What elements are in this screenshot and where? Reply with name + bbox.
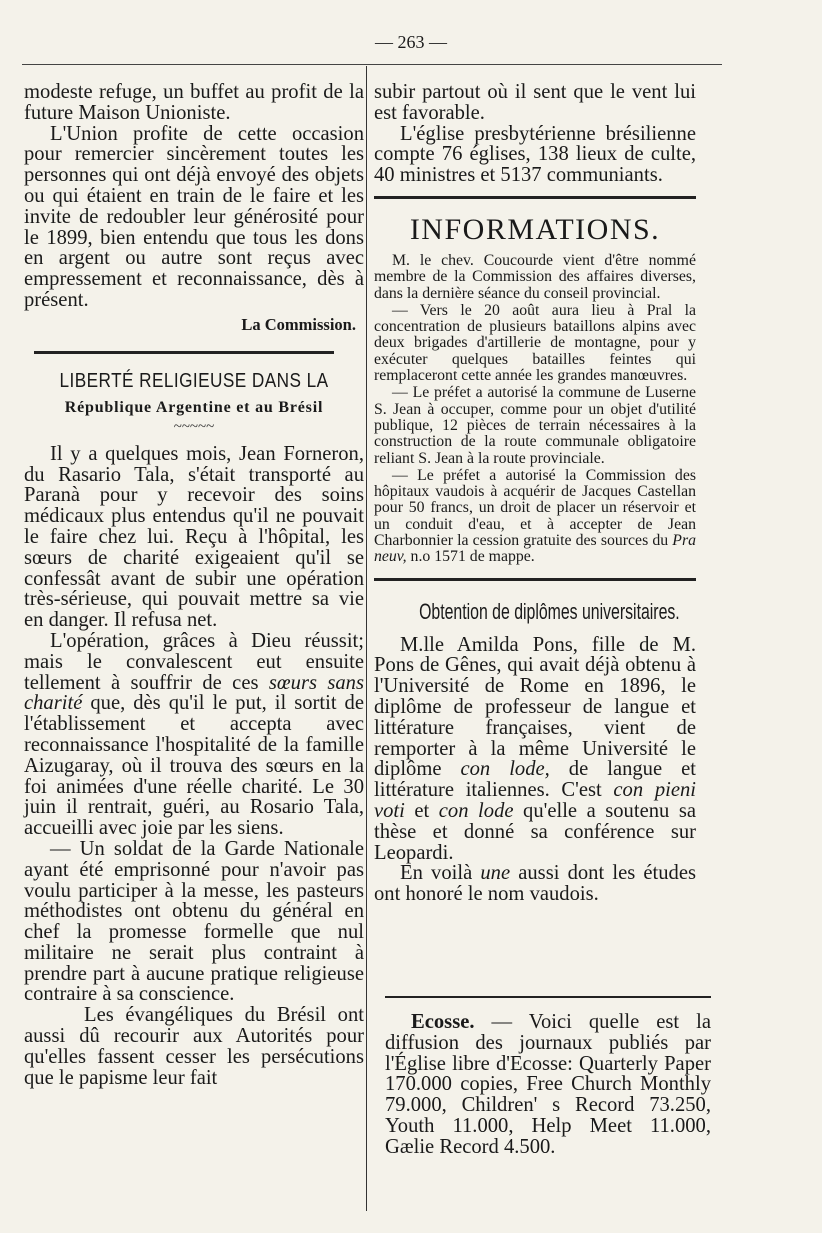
- italic-phrase: une: [480, 862, 511, 885]
- left-column: [24, 82, 364, 1088]
- informations-list: [374, 253, 696, 566]
- ecosse-label: Ecosse.: [411, 1011, 475, 1033]
- paragraph-en-voila: [374, 863, 696, 905]
- informations-title: INFORMATIONS.: [409, 212, 661, 246]
- italic-phrase: con pieni voti: [374, 779, 696, 822]
- text-run: et: [404, 800, 439, 822]
- text-run: que, dès qu'il le put, il sortit de l'établissement et accepta avec reconnaissance l'hospitalité de la famille Aizugaray, où il trouva des sœurs en la foi animées d'une réelle charité. Le 30 juin il rentrait, guéri, au Rosario Tala, accueilli avec joie par les siens.: [24, 692, 364, 840]
- text-run: L'opération, grâces à Dieu réussit; mais le convalescent eut ensuite tellement à souffrir de ces: [24, 629, 364, 694]
- signature: La Commission.: [241, 314, 356, 334]
- italic-phrase: sœurs sans charité: [24, 671, 364, 715]
- ornament: ~~~~~: [173, 418, 215, 435]
- text-run: En voilà: [400, 862, 481, 885]
- italic-phrase: con lode: [438, 800, 514, 822]
- ecosse-block: [385, 1012, 711, 1158]
- page-number: — 263 —: [375, 32, 447, 52]
- paragraph-bresil: Les évangéliques du Brésil ont aussi dû recourir aux Autorités pour qu'elles fassent cesser les persécutions que le papisme leur fait: [24, 1004, 364, 1089]
- paragraph-union-refuge: modeste refuge, un buffet au profit de la future Maison Unioniste.: [24, 81, 364, 124]
- section-rule: [374, 196, 696, 199]
- text-run: — Voici quelle est la diffusion des journaux publiés par l'Église libre d'Ecosse: Quarterly Paper 170.000 copies, Free Church Monthly 79.000, Children' s Record 73.250, Youth 11.000, Help Meet 11.000, Gælie Record 4.500.: [385, 1011, 711, 1158]
- italic-phrase: con lode,: [460, 758, 550, 781]
- text-run: n.o 1571 de mappe.: [406, 548, 535, 566]
- info-item: — Vers le 20 août aura lieu à Pral la concentration de plusieurs bataillons alpins avec deux brigades d'artillerie de montagne, pour y exécuter quelques batailles feintes qui remplaceront cette année les grandes manœuvres.: [374, 301, 696, 385]
- paragraph-soldat: — Un soldat de la Garde Nationale ayant été emprisonné pour n'avoir pas voulu participer à la messe, les pasteurs méthodistes ont obtenu du général en chef la promesse formelle que nul militaire ne serait plus contraint à prendre part à aucune pratique religieuse contraire à sa conscience.: [24, 837, 364, 1006]
- paragraph-forneron: Il y a quelques mois, Jean Forneron, du Rasario Tala, s'était transporté au Paranà pour y recevoir des soins médicaux plus entendus qu'il ne pouvait le faire chez lui. Reçu à l'hôpital, les sœurs de charité exigeaient qu'il se confessât avant de subir une opération très-sérieuse, qui pouvait mettre sa vie en danger. Il refusa net.: [24, 442, 364, 632]
- text-run: qu'elle a soutenu sa thèse et donné sa conférence sur Leopardi.: [374, 800, 696, 864]
- info-item: [374, 468, 696, 566]
- text-run: — Le préfet a autorisé la Commission des hôpitaux vaudois à acquérir de Jacques Castellan pour 50 francs, un droit de placer un réservoir et un conduit d'eau, et à accepter de Jean Charbonnier la cession gratuite des sources du: [374, 466, 696, 550]
- italic-phrase: Pra neuv,: [374, 532, 696, 566]
- paragraph-eglise-presbyterienne: L'église presbytérienne brésilienne compte 76 églises, 138 lieux de culte, 40 ministres et 5137 communiants.: [374, 122, 696, 187]
- paragraph-ecosse: [385, 1012, 711, 1158]
- text-run: aussi dont les études ont honoré le nom vaudois.: [374, 862, 696, 906]
- info-item: M. le chev. Coucourde vient d'être nommé membre de la Commission des affaires diverses, dans la dernière séance du conseil provincial.: [374, 251, 696, 302]
- right-column: [374, 82, 696, 905]
- text-run: de langue et littérature italiennes. C'est: [374, 758, 696, 802]
- paragraph-amilda-pons: [374, 635, 696, 864]
- section-title: LIBERTÉ RELIGIEUSE DANS LA: [59, 369, 329, 392]
- section-rule: [34, 351, 334, 354]
- section-subtitle: République Argentine et au Brésil: [64, 398, 324, 416]
- section-rule: [374, 578, 696, 581]
- diplomes-title: Obtention de diplômes universitaires.: [419, 598, 680, 624]
- info-item: — Le préfet a autorisé la commune de Luserne S. Jean à occuper, comme pour un objet d'utilité publique, 12 pièces de terrain nécessaires à la construction de la route communale obligatoire reliant S. Jean à la route provinciale.: [374, 384, 696, 467]
- paragraph-union-thanks: L'Union profite de cette occasion pour remercier sincèrement toutes les personnes qui ont déjà envoyé des objets ou qui étaient en train de le faire et les invite de redoubler leur générosité pour le 1899, bien entendu que tous les dons en argent ou autre sont reçus avec empressement et reconnaissance, dès à présent.: [24, 122, 364, 311]
- column-divider: [366, 66, 367, 1211]
- header-rule: [22, 64, 722, 65]
- paragraph-vent: subir partout où il sent que le vent lui est favorable.: [374, 81, 696, 124]
- section-rule: [385, 996, 711, 998]
- paragraph-operation: [24, 631, 364, 839]
- text-run: M.lle Amilda Pons, fille de M. Pons de Gênes, qui avait déjà obtenu à l'Université de Rome en 1896, le diplôme de professeur de langue et littérature françaises, vient de remporter à la même Université le diplôme: [374, 633, 696, 781]
